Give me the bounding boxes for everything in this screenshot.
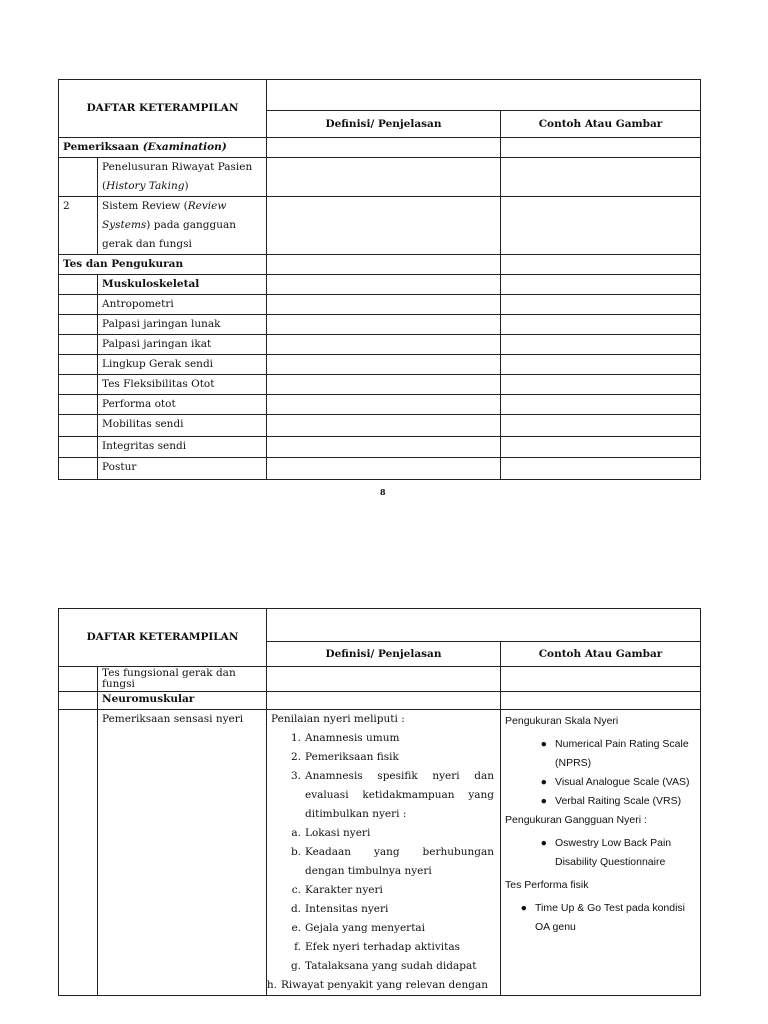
bullet-icon: ●	[540, 795, 548, 807]
pain-definition-cell	[267, 710, 501, 996]
list-item: h. Riwayat penyakit yang relevan dengan	[266, 979, 488, 991]
list-item: ● Verbal Raiting Scale (VRS)	[505, 792, 696, 811]
table-title: DAFTAR KETERAMPILAN	[59, 609, 267, 667]
table-row: Antropometri	[98, 295, 267, 315]
page-number: 8	[380, 487, 386, 497]
list-item: d. Intensitas nyeri	[290, 903, 389, 915]
skills-table-1	[58, 79, 701, 480]
section-examination: Pemeriksaan (Examination)	[59, 138, 267, 158]
table-row: Lingkup Gerak sendi	[98, 355, 267, 375]
section-tests: Tes dan Pengukuran	[59, 255, 267, 275]
list-item: c. Karakter nyeri	[291, 884, 383, 896]
list-item: b. Keadaan yang berhubungan dengan timbulnya nyeri	[290, 846, 495, 877]
table-row: Postur	[98, 458, 267, 480]
example-scale-title: Pengukuran Skala Nyeri	[505, 715, 619, 727]
pain-examples-cell	[501, 710, 701, 996]
table-row: Palpasi jaringan lunak	[98, 315, 267, 335]
list-item: g. Tatalaksana yang sudah didapat	[290, 960, 477, 972]
bullet-icon: ●	[540, 837, 548, 849]
list-item: ● Numerical Pain Rating Scale (NPRS)	[505, 735, 696, 773]
subsection-neuromuscular: Neuromuskular	[98, 692, 267, 710]
column-header-example: Contoh Atau Gambar	[501, 642, 701, 667]
definition-intro: Penilaian nyeri meliputi :	[271, 713, 405, 725]
list-item: 1. Anamnesis umum	[290, 732, 400, 744]
row-review-systems: Sistem Review (Review Systems) pada gangguan gerak dan fungsi	[98, 197, 267, 255]
row-history-taking: Penelusuran Riwayat Pasien (History Taking)	[98, 158, 267, 197]
row-pain-sensation-exam: Pemeriksaan sensasi nyeri	[98, 710, 267, 996]
skills-table-2	[58, 608, 701, 996]
row-functional-test: Tes fungsional gerak dan fungsi	[98, 667, 267, 692]
subsection-musculoskeletal: Muskuloskeletal	[98, 275, 267, 295]
example-performance-title: Tes Performa fisik	[505, 879, 589, 891]
list-item: 3. Anamnesis spesifik nyeri dan evaluasi ketidakmampuan yang ditimbulkan nyeri :	[290, 770, 495, 820]
list-item: f. Efek nyeri terhadap aktivitas	[294, 941, 460, 953]
table-row: Integritas sendi	[98, 437, 267, 458]
table-row: Palpasi jaringan ikat	[98, 335, 267, 355]
list-item: a. Lokasi nyeri	[291, 827, 371, 839]
list-item: ● Oswestry Low Back Pain Disability Questionnaire	[505, 834, 696, 872]
column-header-definition: Definisi/ Penjelasan	[267, 111, 501, 138]
bullet-icon: ●	[520, 902, 528, 914]
table-row: Performa otot	[98, 395, 267, 415]
table-row: Tes Fleksibilitas Otot	[98, 375, 267, 395]
numbered-list	[271, 729, 494, 824]
bullet-icon: ●	[540, 776, 548, 788]
list-item: 2. Pemeriksaan fisik	[290, 751, 399, 763]
row-number: 2	[59, 197, 98, 255]
list-item: ● Time Up & Go Test pada kondisi OA genu	[505, 899, 696, 937]
lettered-list	[266, 824, 495, 995]
example-disturbance-title: Pengukuran Gangguan Nyeri :	[505, 814, 647, 826]
table-title: DAFTAR KETERAMPILAN	[59, 80, 267, 138]
table-row: Mobilitas sendi	[98, 415, 267, 437]
bullet-icon: ●	[540, 738, 548, 750]
column-header-example: Contoh Atau Gambar	[501, 111, 701, 138]
list-item: e. Gejala yang menyertai	[291, 922, 426, 934]
list-item: ● Visual Analogue Scale (VAS)	[505, 773, 696, 792]
column-header-definition: Definisi/ Penjelasan	[267, 642, 501, 667]
